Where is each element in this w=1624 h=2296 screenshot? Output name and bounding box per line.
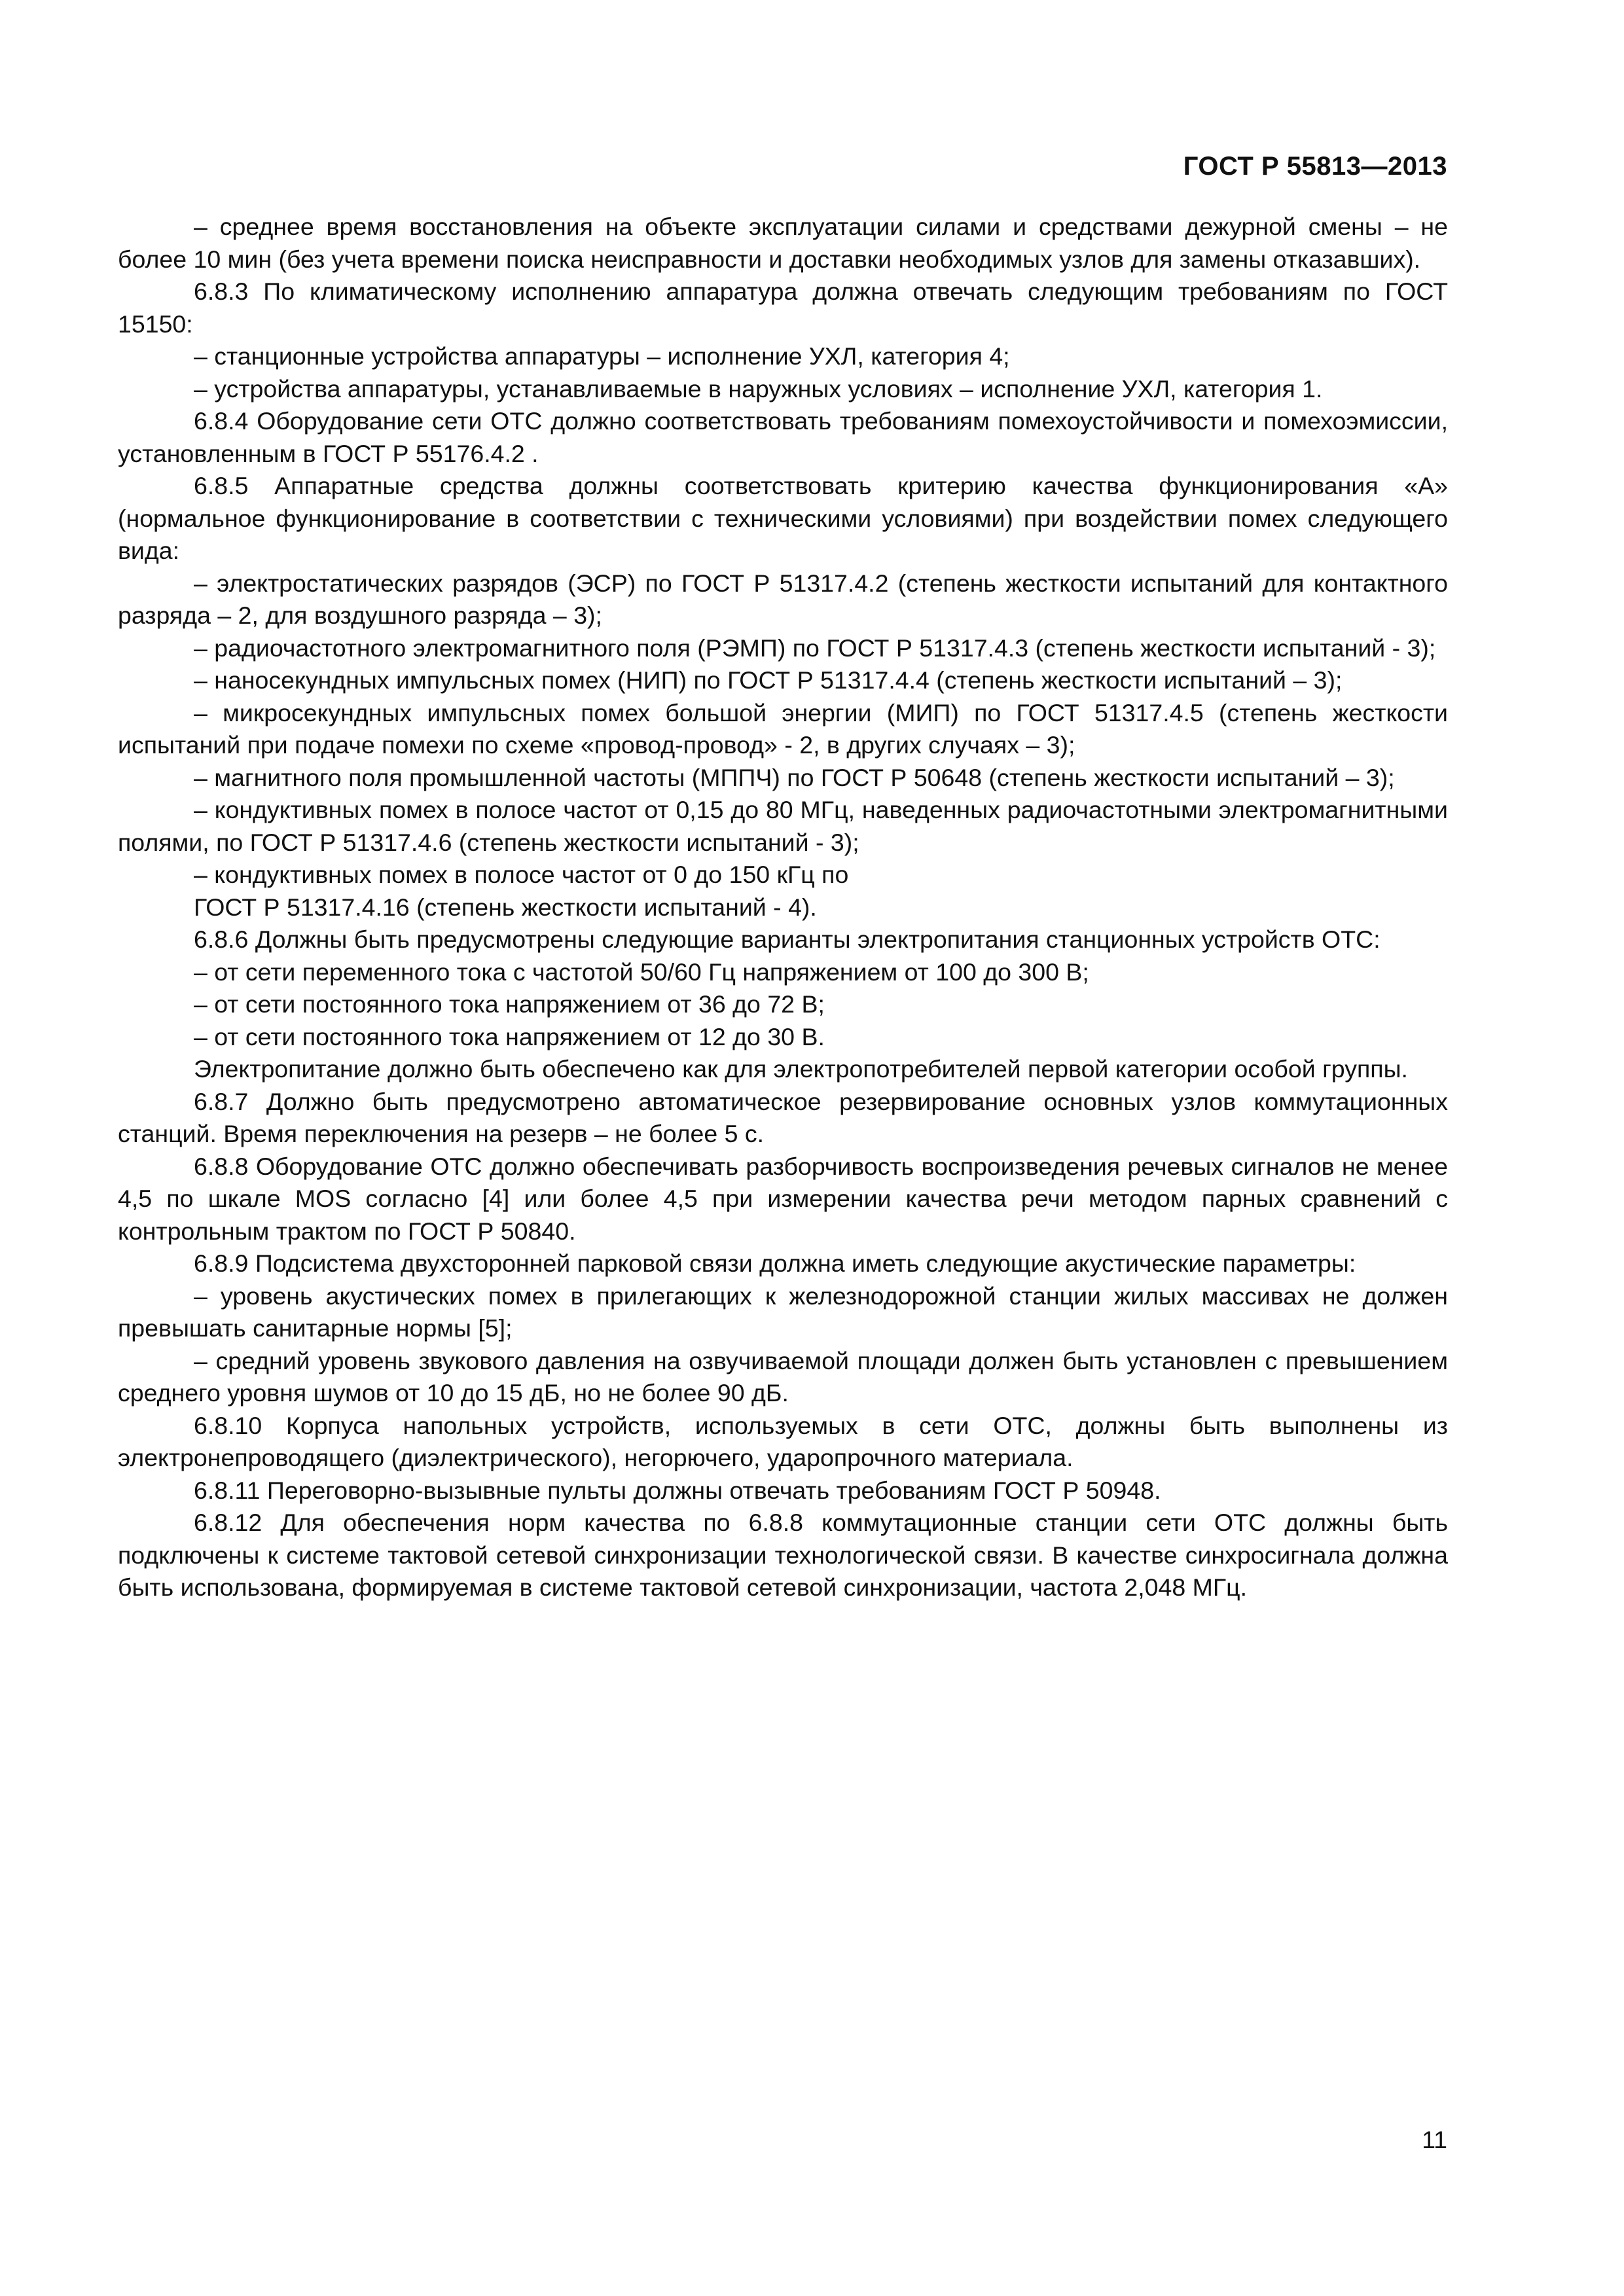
list-item-conducted-lf-continued: ГОСТ Р 51317.4.16 (степень жесткости испытаний - 4). <box>194 893 817 921</box>
standard-designation: ГОСТ Р 55813—2013 <box>1183 152 1447 181</box>
paragraph-6-8-6: 6.8.6 Должны быть предусмотрены следующие варианты электропитания станционных устройств ОТС: <box>194 925 1380 953</box>
list-item-esd: – электростатических разрядов (ЭСР) по ГОСТ Р 51317.4.2 (степень жесткости испытаний для контактного разряда – 2, для воздушного разряда – 3); <box>118 569 1448 629</box>
list-item-mip: – микросекундных импульсных помех большой энергии (МИП) по ГОСТ 51317.4.5 (степень жесткости испытаний при подаче помехи по схеме «провод-провод» - 2, в других случаях – 3); <box>118 698 1448 759</box>
paragraph-6-8-3: 6.8.3 По климатическому исполнению аппаратура должна отвечать следующим требованиям по ГОСТ 15150: <box>118 278 1448 338</box>
list-item-dc-power-12-30: – от сети постоянного тока напряжением от 12 до 30 В. <box>194 1022 825 1050</box>
paragraph-6-8-4: 6.8.4 Оборудование сети ОТС должно соответствовать требованиям помехоустойчивости и помехоэмиссии, установленным в ГОСТ Р 55176.4.2 . <box>118 407 1448 467</box>
list-item-outdoor-devices: – устройства аппаратуры, устанавливаемые в наружных условиях – исполнение УХЛ, категория 1. <box>194 374 1323 403</box>
paragraph-6-8-10: 6.8.10 Корпуса напольных устройств, используемых в сети ОТС, должны быть выполнены из электронепроводящего (диэлектрического), негорючего, ударопрочного материала. <box>118 1411 1448 1471</box>
list-item-station-devices: – станционные устройства аппаратуры – исполнение УХЛ, категория 4; <box>194 342 1010 370</box>
paragraph-6-8-7: 6.8.7 Должно быть предусмотрено автоматическое резервирование основных узлов коммутационных станций. Время переключения на резерв – не более 5 с. <box>118 1087 1448 1147</box>
list-item-acoustic-noise: – уровень акустических помех в прилегающих к железнодорожной станции жилых массивах не должен превышать санитарные нормы [5]; <box>118 1282 1448 1342</box>
page-number: 11 <box>1422 2126 1447 2153</box>
paragraph-6-8-9: 6.8.9 Подсистема двухсторонней парковой связи должна иметь следующие акустические параметры: <box>194 1249 1356 1277</box>
list-item-dc-power-36-72: – от сети постоянного тока напряжением от 36 до 72 В; <box>194 990 825 1018</box>
list-item-conducted-rf: – кондуктивных помех в полосе частот от 0,15 до 80 МГц, наведенных радиочастотными электромагнитными полями, по ГОСТ Р 51317.4.6 (степень жесткости испытаний - 3); <box>118 796 1448 856</box>
list-item-conducted-lf: – кондуктивных помех в полосе частот от 0 до 150 кГц по <box>194 861 849 888</box>
paragraph-6-8-8: 6.8.8 Оборудование ОТС должно обеспечивать разборчивость воспроизведения речевых сигналов не менее 4,5 по шкале MOS согласно [4] или более 4,5 при измерении качества речи методом парных сравнений с контрольным трактом по ГОСТ Р 50840. <box>118 1152 1448 1245</box>
paragraph-6-8-11: 6.8.11 Переговорно-вызывные пульты должны отвечать требованиям ГОСТ Р 50948. <box>194 1476 1161 1504</box>
paragraph-6-8-12: 6.8.12 Для обеспечения норм качества по 6.8.8 коммутационные станции сети ОТС должны быть подключены к системе тактовой сетевой синхронизации технологической связи. В качестве синхросигнала должна быть использована, формируемая в системе тактовой сетевой синхронизации, частота 2,048 МГц. <box>118 1509 1448 1601</box>
list-item-remp: – радиочастотного электромагнитного поля (РЭМП) по ГОСТ Р 51317.4.3 (степень жесткости испытаний - 3); <box>194 634 1436 662</box>
list-item-nip: – наносекундных импульсных помех (НИП) по ГОСТ Р 51317.4.4 (степень жесткости испытаний – 3); <box>194 666 1343 694</box>
list-item-ac-power: – от сети переменного тока с частотой 50/60 Гц напряжением от 100 до 300 В; <box>194 958 1089 986</box>
list-item-sound-pressure: – средний уровень звукового давления на озвучиваемой площади должен быть установлен с превышением среднего уровня шумов от 10 до 15 дБ, но не более 90 дБ. <box>118 1346 1448 1407</box>
paragraph-power-category: Электропитание должно быть обеспечено как для электропотребителей первой категории особой группы. <box>194 1055 1408 1083</box>
paragraph-recovery-time: – среднее время восстановления на объекте эксплуатации силами и средствами дежурной смены – не более 10 мин (без учета времени поиска неисправности и доставки необходимых узлов для замены отказавших). <box>118 213 1448 273</box>
document-body <box>118 211 1448 1604</box>
paragraph-6-8-5: 6.8.5 Аппаратные средства должны соответствовать критерию качества функционирования «А» (нормальное функционирование в соответствии с техническими условиями) при воздействии помех следующего вида: <box>118 472 1448 564</box>
list-item-mppch: – магнитного поля промышленной частоты (МППЧ) по ГОСТ Р 50648 (степень жесткости испытаний – 3); <box>194 763 1395 791</box>
